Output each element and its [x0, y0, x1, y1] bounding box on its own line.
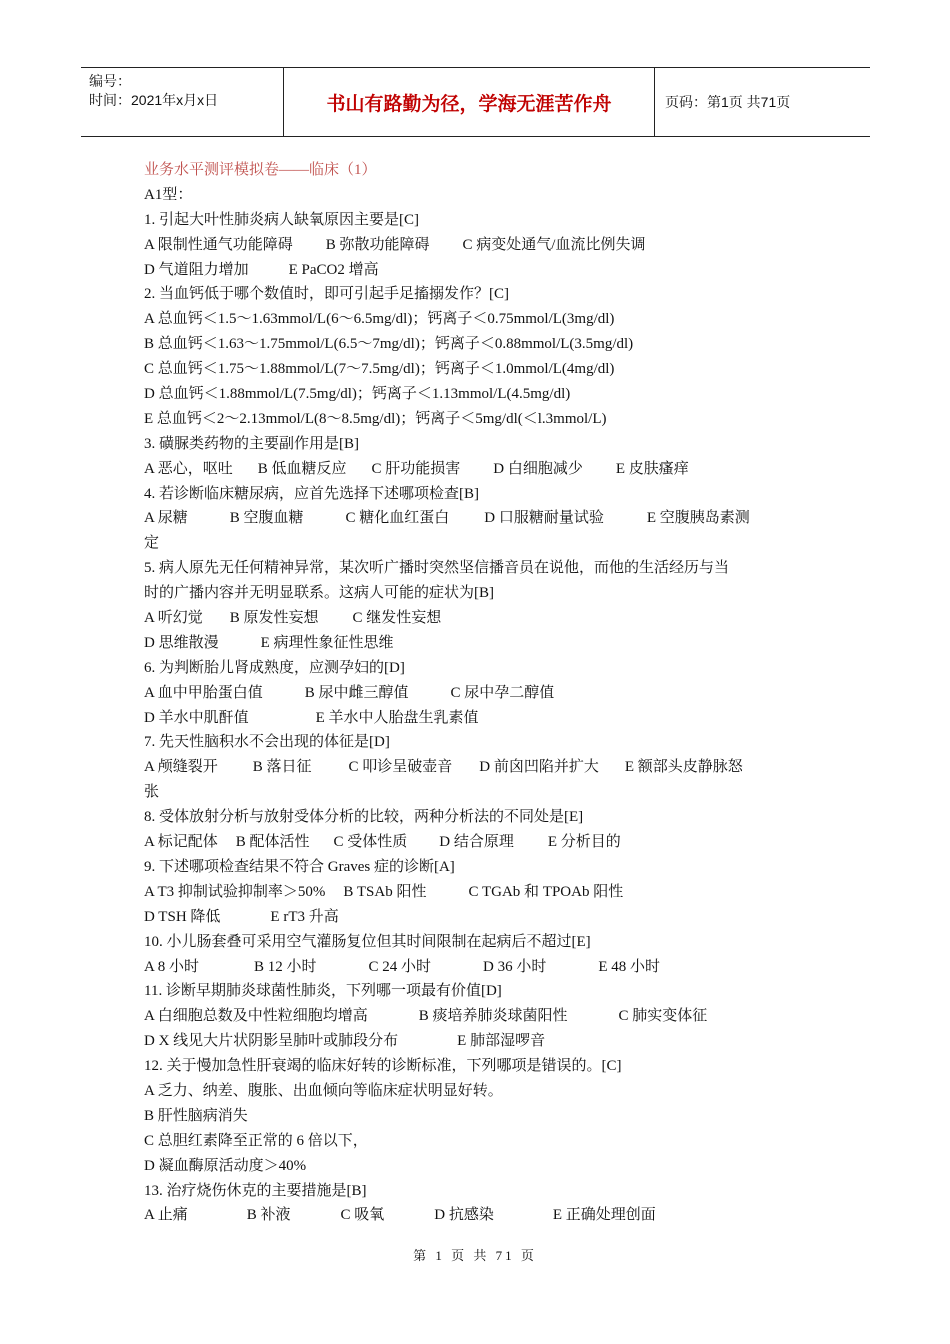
answer-option: D 36 小时 — [483, 958, 547, 975]
text-line — [144, 1203, 824, 1228]
answer-option: D X 线见大片状阴影呈肺叶或肺段分布 — [144, 1033, 399, 1050]
answer-option: B 12 小时 — [254, 958, 317, 975]
answer-option: A T3 抑制试验抑制率＞50% — [144, 883, 326, 900]
answer-option: A 尿糖 — [144, 510, 188, 527]
answer-option: B TSAb 阳性 — [343, 883, 427, 900]
answer-option: A 止痛 — [144, 1207, 188, 1224]
answer-option: A 标记配体 — [144, 834, 218, 851]
time-label: 时间：2021年x月x日 — [89, 92, 219, 108]
answer-option: E rT3 升高 — [270, 908, 339, 925]
answer-option: A 听幻觉 — [144, 610, 203, 627]
text-line: 5. 病人原先无任何精神异常，某次听广播时突然坚信播音员在说他，而他的生活经历与当 — [144, 560, 730, 577]
text-line — [144, 258, 824, 283]
text-line — [144, 1029, 824, 1054]
answer-option: E 48 小时 — [598, 958, 661, 975]
answer-option: A 恶心，呕吐 — [144, 460, 233, 477]
text-line: D 总血钙＜1.88mmol/L(7.5mg/dl)；钙离子＜1.13mmol/L(4.5mg/dl) — [144, 386, 571, 403]
text-line — [144, 606, 824, 631]
header-page-info: 页码：第1页 共71页 — [665, 94, 791, 110]
answer-option: B 痰培养肺炎球菌阳性 — [418, 1008, 568, 1025]
answer-option: D 白细胞减少 — [493, 460, 583, 477]
answer-option: E 正确处理创面 — [552, 1207, 656, 1224]
text-line: E 总血钙＜2～2.13mmol/L(8～8.5mg/dl)；钙离子＜5mg/dl(＜l.3mmol/L) — [144, 410, 607, 427]
answer-option: A 血中甲胎蛋白值 — [144, 684, 263, 701]
page-header — [81, 67, 870, 137]
answer-option: B 尿中雌三醇值 — [304, 684, 409, 701]
answer-option: D 前囟凹陷并扩大 — [479, 759, 599, 776]
text-line: A1型： — [144, 186, 193, 203]
page-footer: 第 1 页 共 71 页 — [413, 1248, 537, 1263]
text-line: 6. 为判断胎儿肾成熟度，应测孕妇的[D] — [144, 659, 405, 676]
answer-option: C 叩诊呈破壶音 — [348, 759, 453, 776]
text-line: C 总胆红素降至正常的 6 倍以下， — [144, 1132, 368, 1149]
answer-option: B 弥散功能障碍 — [325, 236, 430, 253]
answer-option: C TGAb 和 TPOAb 阳性 — [468, 883, 624, 900]
answer-option: B 落日征 — [252, 759, 312, 776]
text-line: 时的广播内容并无明显联系。这病人可能的症状为[B] — [144, 585, 494, 602]
answer-option: E 额部头皮静脉怒 — [624, 759, 743, 776]
answer-option: B 原发性妄想 — [229, 610, 319, 627]
answer-option: A 白细胞总数及中性粒细胞均增高 — [144, 1008, 368, 1025]
text-line — [144, 880, 824, 905]
text-line: 10. 小儿肠套叠可采用空气灌肠复位但其时间限制在起病后不超过[E] — [144, 933, 591, 950]
answer-option: C 尿中孕二醇值 — [450, 684, 555, 701]
text-line: A 总血钙＜1.5～1.63mmol/L(6～6.5mg/dl)；钙离子＜0.75mmol/L(3mg/dl) — [144, 311, 615, 328]
text-line: 13. 治疗烧伤休克的主要措施是[B] — [144, 1182, 367, 1199]
text-line — [144, 706, 824, 731]
answer-option: E PaCO2 增高 — [288, 261, 379, 278]
answer-option: A 颅缝裂开 — [144, 759, 218, 776]
text-line: A 乏力、纳差、腹胀、出血倾向等临床症状明显好转。 — [144, 1082, 503, 1099]
answer-option: C 24 小时 — [368, 958, 432, 975]
text-line: D 凝血酶原活动度＞40% — [144, 1157, 307, 1174]
text-line: 张 — [144, 784, 160, 801]
text-line — [144, 233, 824, 258]
code-label: 编号： — [89, 73, 131, 89]
text-line: C 总血钙＜1.75～1.88mmol/L(7～7.5mg/dl)；钙离子＜1.0mmol/L(4mg/dl) — [144, 361, 615, 378]
text-line: 7. 先天性脑积水不会出现的体征是[D] — [144, 734, 390, 751]
exam-title: 业务水平测评模拟卷——临床（1） — [144, 162, 377, 178]
answer-option: E 空腹胰岛素测 — [646, 510, 750, 527]
answer-option: D 结合原理 — [439, 834, 514, 851]
exam-content — [144, 158, 824, 1228]
answer-option: C 糖化血红蛋白 — [345, 510, 450, 527]
answer-option: D 气道阻力增加 — [144, 261, 249, 278]
answer-option: E 肺部湿啰音 — [457, 1033, 546, 1050]
answer-option: A 8 小时 — [144, 958, 200, 975]
answer-option: D TSH 降低 — [144, 908, 221, 925]
answer-option: C 肺实变体征 — [618, 1008, 708, 1025]
answer-option: C 受体性质 — [333, 834, 408, 851]
text-line: B 总血钙＜1.63～1.75mmol/L(6.5～7mg/dl)；钙离子＜0.88mmol/L(3.5mg/dl) — [144, 336, 634, 353]
answer-option: C 吸氧 — [340, 1207, 385, 1224]
answer-option: C 肝功能损害 — [371, 460, 461, 477]
answer-option: D 口服糖耐量试验 — [484, 510, 604, 527]
text-line: 11. 诊断早期肺炎球菌性肺炎，下列哪一项最有价值[D] — [144, 983, 502, 1000]
answer-option: E 羊水中人胎盘生乳素值 — [315, 709, 479, 726]
text-line — [144, 755, 824, 780]
text-line: 3. 磺脲类药物的主要副作用是[B] — [144, 435, 359, 452]
text-line — [144, 1004, 824, 1029]
text-line — [144, 830, 824, 855]
answer-option: B 补液 — [246, 1207, 291, 1224]
answer-option: C 病变处通气/血流比例失调 — [462, 236, 646, 253]
answer-option: B 空腹血糖 — [229, 510, 304, 527]
text-line — [144, 631, 824, 656]
answer-option: C 继发性妄想 — [352, 610, 442, 627]
text-line — [144, 681, 824, 706]
answer-option: B 配体活性 — [235, 834, 310, 851]
text-line: 2. 当血钙低于哪个数值时，即可引起手足搐搦发作？[C] — [144, 286, 509, 303]
text-line: 定 — [144, 535, 160, 552]
text-line: 1. 引起大叶性肺炎病人缺氧原因主要是[C] — [144, 211, 419, 228]
answer-option: D 思维散漫 — [144, 634, 219, 651]
answer-option: D 抗感染 — [434, 1207, 494, 1224]
answer-option: A 限制性通气功能障碍 — [144, 236, 293, 253]
header-motto: 书山有路勤为径，学海无涯苦作舟 — [283, 68, 655, 136]
text-line: B 肝性脑病消失 — [144, 1107, 248, 1124]
text-line — [144, 905, 824, 930]
answer-option: E 分析目的 — [547, 834, 621, 851]
answer-option: D 羊水中肌酐值 — [144, 709, 249, 726]
answer-option: E 病理性象征性思维 — [260, 634, 394, 651]
text-line: 8. 受体放射分析与放射受体分析的比较，两种分析法的不同处是[E] — [144, 809, 584, 826]
answer-option: B 低血糖反应 — [257, 460, 347, 477]
text-line: 4. 若诊断临床糖尿病，应首先选择下述哪项检查[B] — [144, 485, 479, 502]
text-line: 12. 关于慢加急性肝衰竭的临床好转的诊断标准，下列哪项是错误的。[C] — [144, 1058, 622, 1075]
text-line — [144, 506, 824, 531]
text-line — [144, 955, 824, 980]
answer-option: E 皮肤瘙痒 — [615, 460, 689, 477]
text-line — [144, 457, 824, 482]
text-line: 9. 下述哪项检查结果不符合 Graves 症的诊断[A] — [144, 858, 455, 875]
header-meta — [81, 68, 283, 136]
